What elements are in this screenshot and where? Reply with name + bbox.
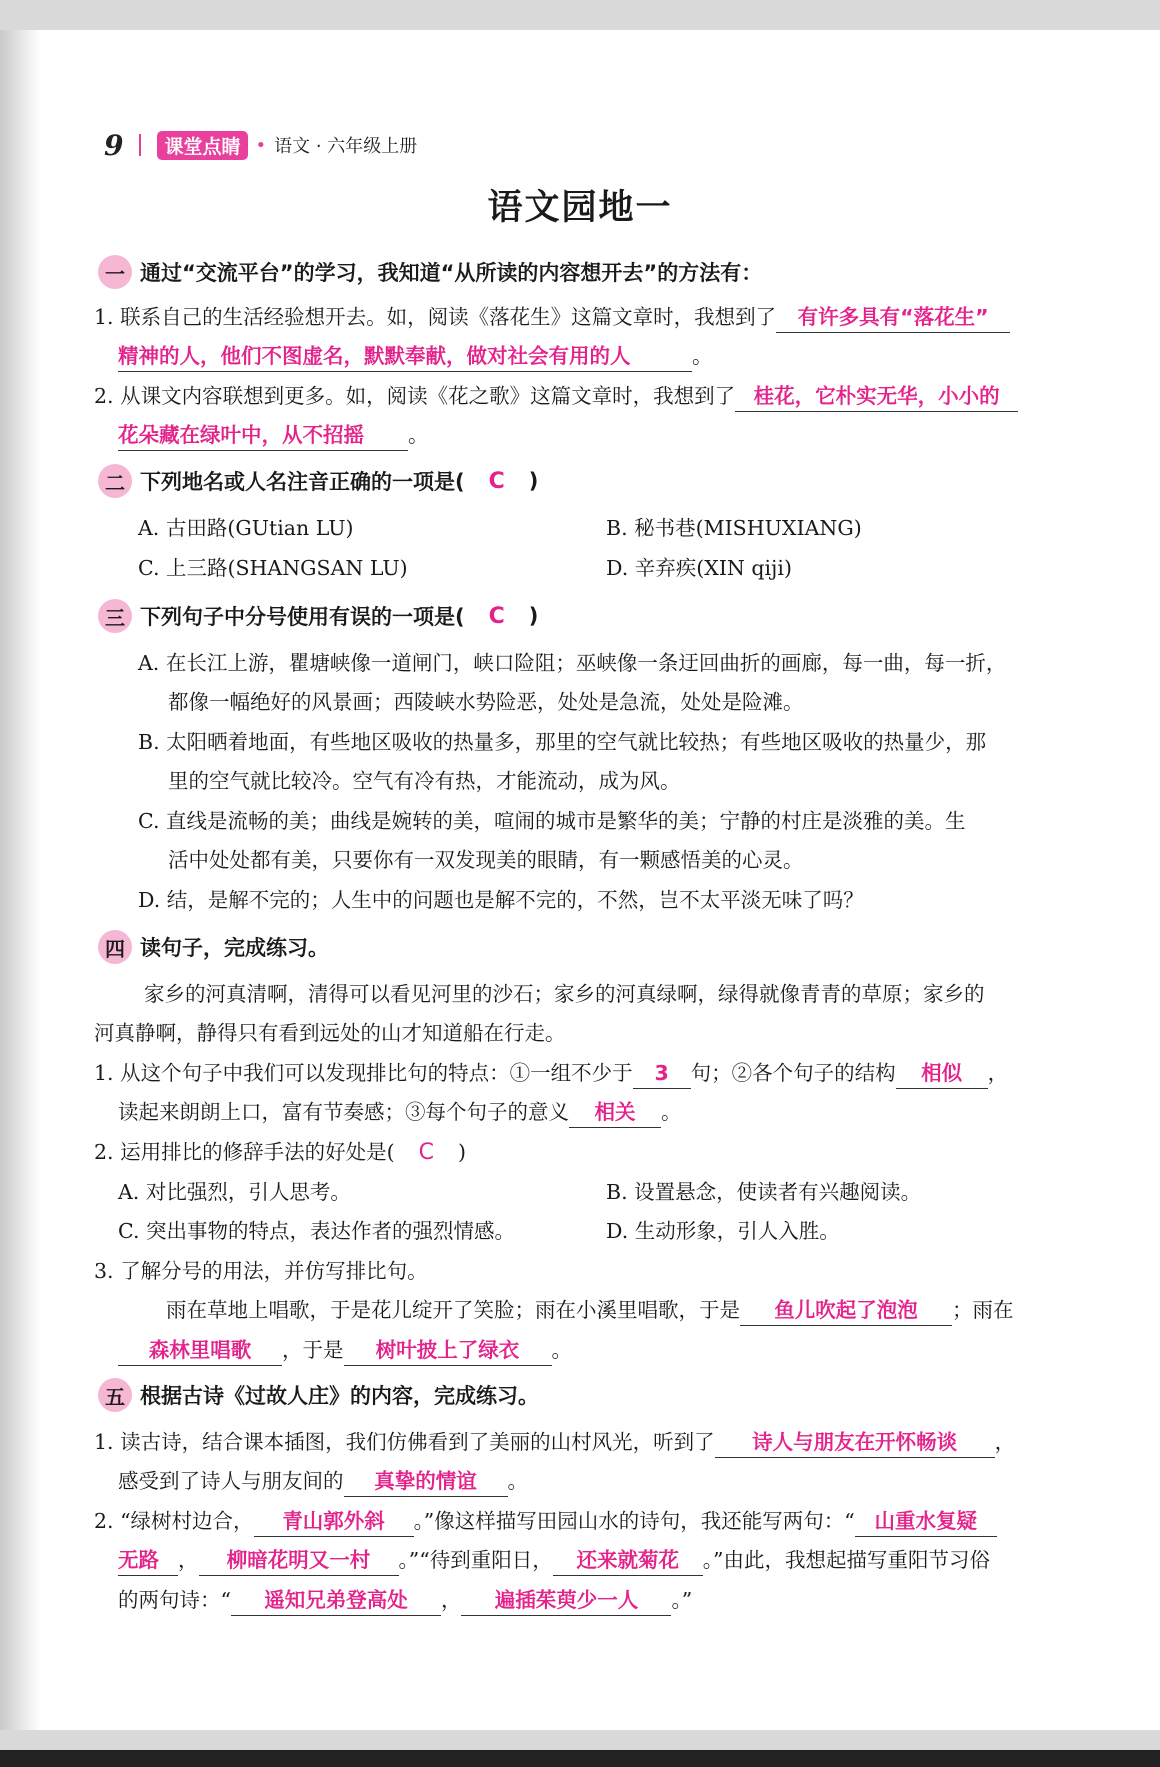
punct: 。” (671, 1588, 693, 1612)
answer-blank: 有许多具有“落花生” (776, 302, 1010, 333)
punct: 。 (692, 344, 713, 368)
section-heading-text: 下列地名或人名注音正确的一项是( (140, 470, 465, 494)
punct: ， (987, 1061, 1009, 1085)
answer-blank: 相似 (896, 1058, 988, 1089)
paren: ) (457, 1140, 466, 1164)
section-heading-text: 下列句子中分号使用有误的一项是( (140, 605, 465, 629)
section-4-heading (98, 929, 329, 965)
section-heading-text: 根据古诗《过故人庄》的内容，完成练习。 (140, 1384, 539, 1408)
answer-blank: 遥知兄弟登高处 (231, 1585, 441, 1616)
option-a: A. 古田路(GUtian LU) (138, 516, 354, 540)
answer-blank: 诗人与朋友在开怀畅谈 (715, 1427, 995, 1458)
s4-q1-line1 (94, 1056, 1008, 1090)
question-text: 句；②各个句子的结构 (690, 1061, 896, 1085)
answer-blank: 遍插茱萸少一人 (461, 1585, 671, 1616)
question-text: 的两句诗：“ (118, 1588, 231, 1612)
answer-blank: 相关 (569, 1097, 661, 1128)
question-text: 雨在草地上唱歌，于是花儿绽开了笑脸；雨在小溪里唱歌，于是 (166, 1298, 740, 1322)
section-5-heading (98, 1377, 539, 1413)
s4-q2 (94, 1135, 466, 1170)
s1-q1-line2 (118, 339, 713, 373)
question-text: 2. 从课文内容联想到更多。如，阅读《花之歌》这篇文章时，我想到了 (94, 384, 736, 408)
option-d-line1: D. 结，是解不完的；人生中的问题也是解不完的，不然，岂不太平淡无味了吗？ (138, 888, 864, 912)
subject-label: 语文 · 六年级上册 (274, 136, 418, 157)
punct: 。 (408, 423, 429, 447)
s5-q2-line1 (94, 1504, 997, 1538)
question-text: ；雨在 (952, 1298, 1014, 1322)
section-3-heading (98, 598, 538, 634)
q2-option-a: A. 对比强烈，引人思考。 (118, 1180, 351, 1204)
s4-q1-line2 (118, 1095, 682, 1129)
header-divider (139, 134, 141, 156)
answer-blank: 柳暗花明又一村 (199, 1545, 399, 1576)
q2-option-d: D. 生动形象，引人入胜。 (606, 1219, 840, 1243)
punct: ， (994, 1430, 1016, 1454)
s5-q1-line2 (118, 1464, 528, 1498)
s5-q2-line2 (118, 1543, 990, 1577)
section-badge: 五 (98, 1378, 132, 1412)
section-badge: 一 (98, 255, 132, 289)
question-text: 。”由此，我想起描写重阳节习俗 (702, 1548, 990, 1572)
bottom-bar (0, 1750, 1160, 1767)
header-dot: • (255, 134, 267, 156)
choice-answer: C (418, 1140, 434, 1165)
question-text: 1. 从这个句子中我们可以发现排比句的特点：①一组不少于 (94, 1061, 633, 1085)
punct: 。 (551, 1338, 572, 1362)
question-text: 2. 运用排比的修辞手法的好处是( (94, 1140, 395, 1164)
page-number: 9 (104, 128, 124, 162)
question-text: 读起来朗朗上口，富有节奏感；③每个句子的意义 (118, 1100, 569, 1124)
answer-blank: 无路 (118, 1545, 178, 1576)
s5-q2-line3 (118, 1583, 692, 1617)
choice-answer: C (488, 468, 505, 494)
punct: ， (440, 1588, 462, 1612)
option-c: C. 上三路(SHANGSAN LU) (138, 556, 408, 580)
brand-badge: 课堂点睛 (157, 131, 247, 160)
punct: ， (178, 1548, 199, 1572)
option-a-line2: 都像一幅绝好的风景画；西陵峡水势险恶，处处是急流，处处是险滩。 (168, 690, 804, 714)
section-heading-text: 通过“交流平台”的学习，我知道“从所读的内容想开去”的方法有： (140, 261, 763, 285)
option-d: D. 辛弃疾(XIN qiji) (606, 556, 792, 580)
paren: ) (528, 604, 539, 628)
answer-blank: 桂花，它朴实无华，小小的 (735, 381, 1018, 412)
choice-answer: C (488, 603, 505, 629)
answer-blank: 鱼儿吹起了泡泡 (740, 1295, 952, 1326)
s4-q3: 3. 了解分号的用法，并仿写排比句。 (94, 1259, 428, 1283)
section-2-heading (98, 463, 538, 499)
punct: 。 (507, 1469, 528, 1493)
question-text: 。”像这样描写田园山水的诗句，我还能写两句：“ (413, 1509, 855, 1533)
option-b-line1: B. 太阳晒着地面，有些地区吸收的热量多，那里的空气就比较热；有些地区吸收的热量少，那 (138, 730, 987, 754)
answer-blank: 森林里唱歌 (118, 1335, 282, 1366)
answer-blank: 青山郭外斜 (254, 1506, 414, 1537)
option-b: B. 秘书巷(MISHUXIANG) (606, 516, 862, 540)
question-text: ，于是 (282, 1338, 344, 1362)
question-text: 感受到了诗人与朋友间的 (118, 1469, 344, 1493)
s4-q3-line1 (166, 1293, 1014, 1327)
passage-line2: 河真静啊，静得只有看到远处的山才知道船在行走。 (94, 1021, 566, 1045)
answer-blank: 山重水复疑 (855, 1506, 997, 1537)
s1-q1-line1 (94, 300, 1010, 334)
answer-blank: 树叶披上了绿衣 (344, 1335, 552, 1366)
answer-blank: 花朵藏在绿叶中，从不招摇 (118, 420, 408, 451)
q2-option-b: B. 设置悬念，使读者有兴趣阅读。 (606, 1180, 922, 1204)
answer-blank: 精神的人，他们不图虚名，默默奉献，做对社会有用的人 (118, 341, 692, 372)
s1-q2-line1 (94, 379, 1018, 413)
answer-blank: 还来就菊花 (553, 1545, 703, 1576)
question-text: 。”“待到重阳日， (398, 1548, 553, 1572)
answer-blank: 真挚的情谊 (344, 1466, 508, 1497)
option-c-line2: 活中处处都有美，只要你有一双发现美的眼睛，有一颗感悟美的心灵。 (168, 848, 804, 872)
section-badge: 三 (98, 599, 132, 633)
s5-q1-line1 (94, 1425, 1015, 1459)
paren: ) (528, 469, 539, 493)
s4-q3-line2 (118, 1333, 572, 1367)
section-badge: 二 (98, 464, 132, 498)
page-shadow (0, 30, 40, 1730)
s1-q2-line2 (118, 418, 429, 452)
option-c-line1: C. 直线是流畅的美；曲线是婉转的美，喧闹的城市是繁华的美；宁静的村庄是淡雅的美。生 (138, 809, 966, 833)
section-heading-text: 读句子，完成练习。 (140, 936, 329, 960)
section-1-heading (98, 254, 762, 290)
q2-option-c: C. 突出事物的特点，表达作者的强烈情感。 (118, 1219, 515, 1243)
page-header (104, 128, 417, 162)
question-text: 1. 联系自己的生活经验想开去。如，阅读《落花生》这篇文章时，我想到了 (94, 305, 777, 329)
section-badge: 四 (98, 930, 132, 964)
answer-blank: 3 (633, 1058, 691, 1089)
question-text: 1. 读古诗，结合课本插图，我们仿佛看到了美丽的山村风光，听到了 (94, 1430, 715, 1454)
question-text: 2. “绿树村边合， (94, 1509, 254, 1533)
option-b-line2: 里的空气就比较冷。空气有冷有热，才能流动，成为风。 (168, 769, 681, 793)
punct: 。 (661, 1100, 682, 1124)
passage-line1: 家乡的河真清啊，清得可以看见河里的沙石；家乡的河真绿啊，绿得就像青青的草原；家乡的 (144, 982, 985, 1006)
option-a-line1: A. 在长江上游，瞿塘峡像一道闸门，峡口险阻；巫峡像一条迂回曲折的画廊，每一曲，每一折， (138, 651, 1007, 675)
page-title: 语文园地一 (487, 188, 673, 228)
